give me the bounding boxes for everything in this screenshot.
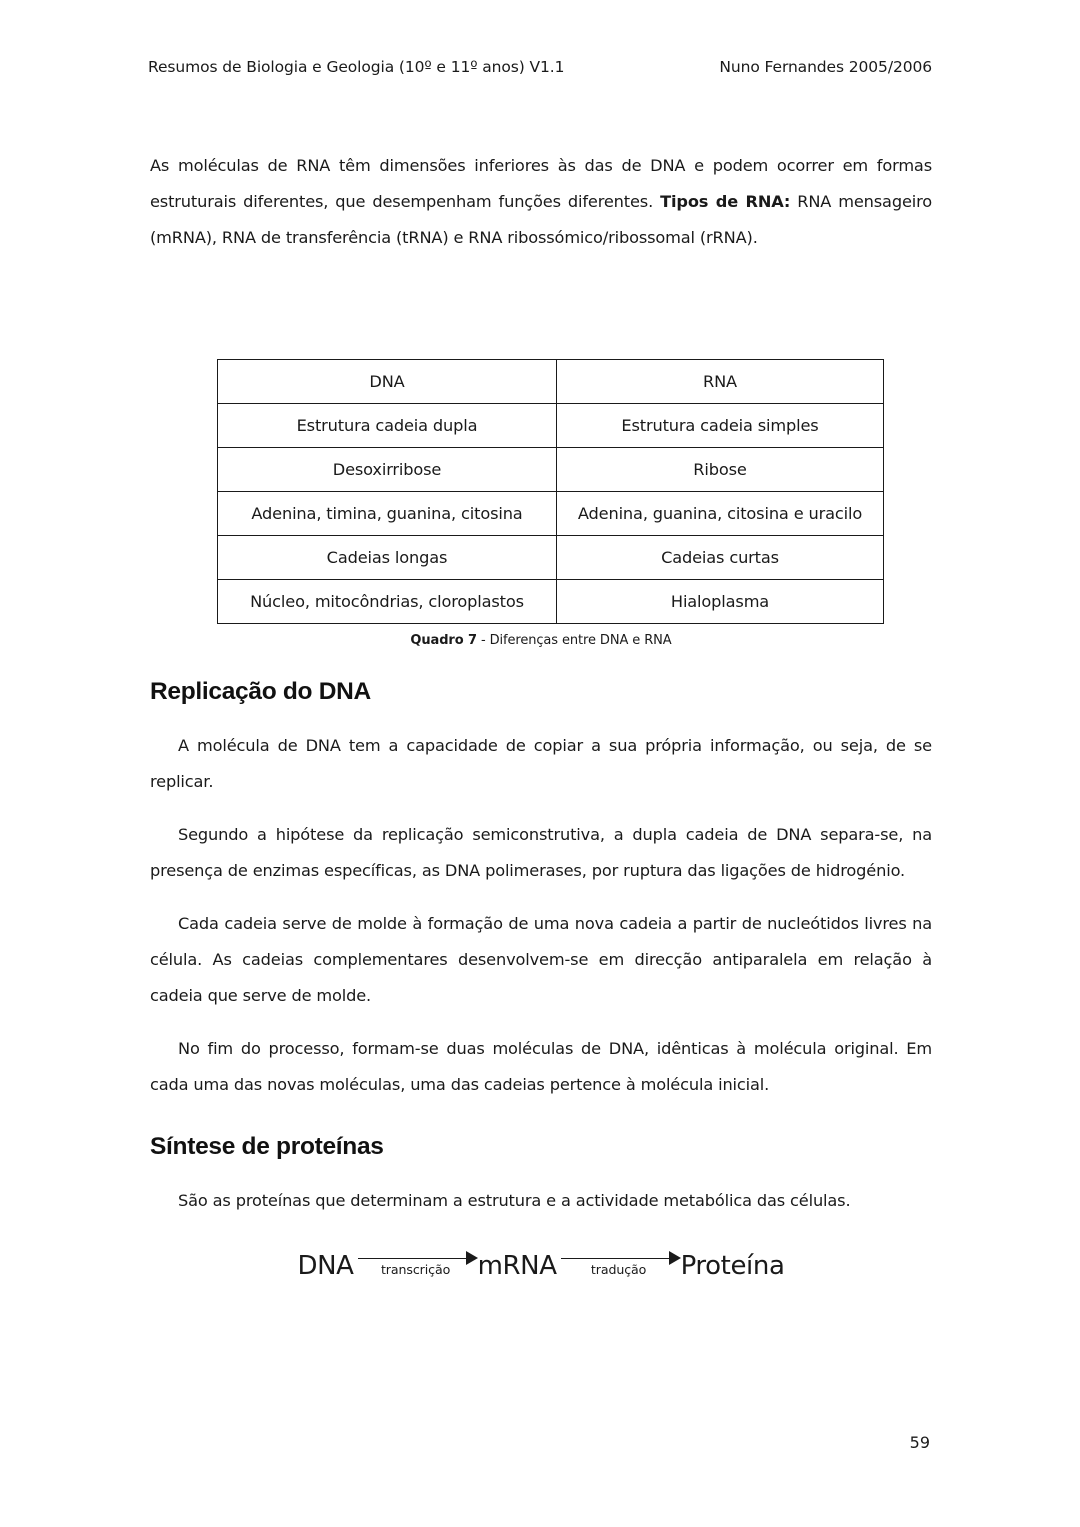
table-cell-dna: Desoxirribose bbox=[218, 448, 557, 492]
table-caption-label: Quadro 7 bbox=[410, 633, 477, 648]
section-heading-sintese: Síntese de proteínas bbox=[150, 1133, 384, 1160]
dna-rna-comparison-table bbox=[217, 359, 884, 624]
table-row bbox=[218, 404, 884, 448]
page-number: 59 bbox=[909, 1433, 930, 1452]
table-cell-rna: Estrutura cadeia simples bbox=[557, 404, 884, 448]
page-content bbox=[150, 148, 932, 1283]
flow-node-mrna: mRNA bbox=[477, 1251, 557, 1281]
intro-bold-label: Tipos de RNA: bbox=[660, 192, 791, 211]
header-author-right: Nuno Fernandes 2005/2006 bbox=[719, 58, 932, 76]
table-cell-dna: Estrutura cadeia dupla bbox=[218, 404, 557, 448]
table-row bbox=[218, 492, 884, 536]
table-caption-text: - Diferenças entre DNA e RNA bbox=[476, 633, 672, 648]
running-header bbox=[148, 58, 932, 76]
intro-paragraph bbox=[150, 148, 932, 256]
spacer bbox=[150, 706, 932, 728]
header-title-left: Resumos de Biologia e Geologia (10º e 11º anos) V1.1 bbox=[148, 58, 565, 76]
flow-node-dna: DNA bbox=[297, 1251, 354, 1281]
table-header-rna: RNA bbox=[557, 360, 884, 404]
table-cell-rna: Hialoplasma bbox=[557, 580, 884, 624]
flow-arrow-traducao-icon bbox=[557, 1249, 681, 1283]
section-heading-replicacao: Replicação do DNA bbox=[150, 678, 371, 705]
spacer bbox=[150, 273, 932, 359]
table-row bbox=[218, 448, 884, 492]
sintese-paragraph-1: São as proteínas que determinam a estrutura e a actividade metabólica das células. bbox=[178, 1191, 851, 1210]
table-cell-dna: Núcleo, mitocôndrias, cloroplastos bbox=[218, 580, 557, 624]
table-row bbox=[218, 536, 884, 580]
replicacao-paragraph-1: A molécula de DNA tem a capacidade de copiar a sua própria informação, ou seja, de se replicar. bbox=[150, 736, 932, 791]
replicacao-paragraph-4: No fim do processo, formam-se duas moléculas de DNA, idênticas à molécula original. Em cada uma das novas moléculas, uma das cadeias pertence à molécula inicial. bbox=[150, 1039, 932, 1094]
table-cell-rna: Ribose bbox=[557, 448, 884, 492]
intro-text-part1: As moléculas de RNA têm dimensões inferiores às das de DNA e podem ocorrer em formas estruturais diferentes, que desempenham funções diferentes. bbox=[150, 156, 932, 211]
comparison-table-wrapper bbox=[217, 359, 865, 648]
flow-arrow-transcricao-icon bbox=[354, 1249, 478, 1283]
flow-arrow-label-traducao: tradução bbox=[590, 1262, 647, 1277]
intro-text-part2: RNA mensageiro (mRNA), RNA de transferência (tRNA) e RNA ribossómico/ribossomal (rRNA). bbox=[150, 192, 933, 247]
table-cell-rna: Adenina, guanina, citosina e uracilo bbox=[557, 492, 884, 536]
table-cell-dna: Cadeias longas bbox=[218, 536, 557, 580]
replicacao-paragraph-2: Segundo a hipótese da replicação semiconstrutiva, a dupla cadeia de DNA separa-se, na presença de enzimas específicas, as DNA polimerases, por ruptura das ligações de hidrogénio. bbox=[150, 825, 932, 880]
table-caption bbox=[217, 633, 865, 648]
table-header-row bbox=[218, 360, 884, 404]
flow-arrow-label-transcricao: transcrição bbox=[380, 1262, 451, 1277]
table-cell-rna: Cadeias curtas bbox=[557, 536, 884, 580]
replicacao-paragraph-3: Cada cadeia serve de molde à formação de uma nova cadeia a partir de nucleótidos livres na célula. As cadeias complementares desenvolvem-se em direcção antiparalela em relação à cadeia que serve de molde. bbox=[150, 914, 932, 1005]
spacer bbox=[150, 1161, 932, 1183]
protein-synthesis-flow-diagram bbox=[150, 1249, 932, 1283]
table-header-dna: DNA bbox=[218, 360, 557, 404]
arrow-shaft bbox=[358, 1258, 467, 1259]
table-cell-dna: Adenina, timina, guanina, citosina bbox=[218, 492, 557, 536]
flow-node-proteina: Proteína bbox=[680, 1251, 785, 1281]
arrow-shaft bbox=[561, 1258, 670, 1259]
table-row bbox=[218, 580, 884, 624]
